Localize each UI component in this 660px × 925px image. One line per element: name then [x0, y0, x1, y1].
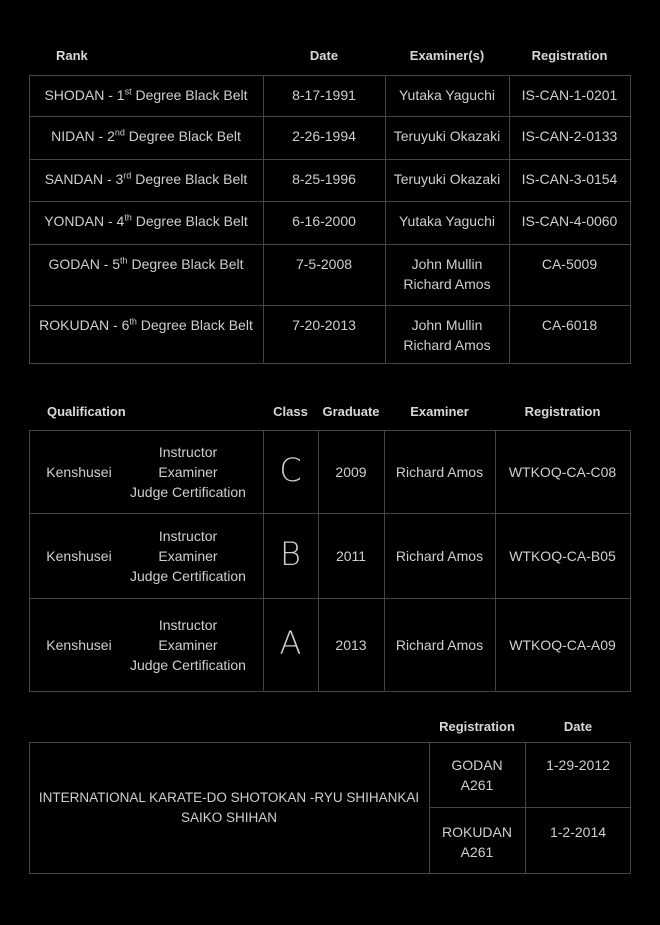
- rank-examiner-cell: [385, 254, 509, 294]
- rank-date-cell: 8-17-1991: [292, 87, 356, 103]
- qual-role: Instructor: [158, 617, 218, 633]
- shihankai-registration-header: Registration: [439, 719, 515, 734]
- examiner-header: Examiner: [410, 404, 469, 419]
- rank-date-cell: 2-26-1994: [292, 128, 356, 144]
- date-header: Date: [309, 48, 339, 63]
- examiner-name: Richard Amos: [403, 337, 491, 353]
- shihankai-registration-cell: [429, 755, 525, 795]
- examiner-name: Yutaka Yaguchi: [398, 213, 495, 229]
- class-header: Class: [273, 404, 308, 419]
- rank-date-cell: 7-20-2013: [292, 317, 356, 333]
- rank-cell: SHODAN - 1st Degree Black Belt: [44, 86, 248, 103]
- shihankai-title-line1: INTERNATIONAL KARATE-DO SHOTOKAN -RYU SHIHANKAI: [38, 790, 420, 805]
- rank-cell: GODAN - 5th Degree Black Belt: [48, 255, 244, 272]
- rank-registration-cell: IS-CAN-2-0133: [521, 128, 618, 144]
- rank-date-cell: 6-16-2000: [292, 213, 356, 229]
- rank-examiner-cell: [385, 315, 509, 355]
- qual-examiner-cell: Richard Amos: [395, 637, 484, 653]
- rank-examiner-cell: [385, 211, 509, 231]
- rank-registration-cell: CA-6018: [541, 317, 598, 333]
- registration-header: Registration: [531, 48, 608, 63]
- qual-role: Instructor: [158, 527, 218, 544]
- qual-roles-cell: [113, 615, 263, 675]
- qual-examiner-cell: Richard Amos: [395, 463, 484, 480]
- qual-role: Instructor: [158, 443, 218, 460]
- qual-name-cell: Kenshusei: [46, 463, 112, 480]
- shihankai-title-line2: SAIKO SHIHAN: [180, 810, 278, 825]
- rank-date-cell: 7-5-2008: [295, 256, 353, 272]
- examiner-name: Teruyuki Okazaki: [393, 128, 501, 144]
- rank-registration-cell: IS-CAN-1-0201: [521, 87, 618, 103]
- rank-examiner-cell: [385, 169, 509, 189]
- shihankai-date-header: Date: [563, 719, 593, 734]
- rank-examiner-cell: [385, 85, 509, 105]
- examiners-header: Examiner(s): [409, 48, 485, 63]
- qual-registration-cell: WTKOQ-CA-B05: [509, 547, 616, 564]
- qual-role: Examiner: [158, 637, 218, 653]
- examiner-name: Richard Amos: [403, 276, 491, 292]
- qual-roles-cell: [113, 526, 263, 586]
- qual-registration-header: Registration: [524, 404, 601, 419]
- examiner-name: Yutaka Yaguchi: [398, 87, 495, 103]
- qual-examiner-cell: Richard Amos: [395, 547, 484, 564]
- examiner-name: John Mullin: [411, 256, 483, 272]
- rank-registration-cell: IS-CAN-3-0154: [521, 171, 618, 187]
- shihankai-reg-rank: ROKUDAN: [441, 824, 512, 840]
- qual-name-cell: Kenshusei: [46, 637, 112, 653]
- qual-roles-cell: [113, 442, 263, 502]
- rank-cell: NIDAN - 2nd Degree Black Belt: [51, 127, 241, 144]
- rank-examiner-cell: [385, 126, 509, 146]
- qual-graduate-cell: 2013: [335, 637, 367, 653]
- shihankai-registration-cell: [429, 822, 525, 862]
- qual-class-cell: A: [279, 624, 302, 662]
- rank-cell: SANDAN - 3rd Degree Black Belt: [44, 170, 248, 187]
- qual-registration-cell: WTKOQ-CA-A09: [509, 637, 616, 653]
- rank-cell: YONDAN - 4th Degree Black Belt: [44, 212, 248, 229]
- qual-name-cell: Kenshusei: [46, 547, 112, 564]
- qual-role: Judge Certification: [130, 567, 246, 584]
- qual-class-cell: C: [279, 450, 302, 489]
- examiner-name: Teruyuki Okazaki: [393, 171, 501, 187]
- qualification-header: Qualification: [47, 404, 126, 419]
- shihankai-date-cell: 1-29-2012: [546, 757, 610, 773]
- qual-role: Examiner: [158, 463, 218, 480]
- shihankai-reg-code: A261: [460, 844, 494, 860]
- shihankai-title: [29, 788, 429, 828]
- qual-class-cell: B: [280, 534, 301, 573]
- graduate-header: Graduate: [322, 404, 380, 419]
- qual-graduate-cell: 2011: [335, 547, 367, 564]
- qual-role: Judge Certification: [130, 657, 246, 673]
- qual-registration-cell: WTKOQ-CA-C08: [508, 463, 617, 480]
- rank-cell: ROKUDAN - 6th Degree Black Belt: [39, 316, 253, 333]
- qual-role: Examiner: [158, 547, 218, 564]
- rank-registration-cell: CA-5009: [541, 256, 598, 272]
- qual-role: Judge Certification: [130, 483, 246, 500]
- rank-date-cell: 8-25-1996: [292, 171, 356, 187]
- qual-graduate-cell: 2009: [335, 463, 367, 480]
- rank-registration-cell: IS-CAN-4-0060: [521, 213, 618, 229]
- shihankai-reg-rank: GODAN: [451, 757, 503, 773]
- rank-header: Rank: [56, 48, 88, 63]
- shihankai-date-cell: 1-2-2014: [549, 824, 607, 840]
- shihankai-reg-code: A261: [460, 777, 494, 793]
- examiner-name: John Mullin: [411, 317, 483, 333]
